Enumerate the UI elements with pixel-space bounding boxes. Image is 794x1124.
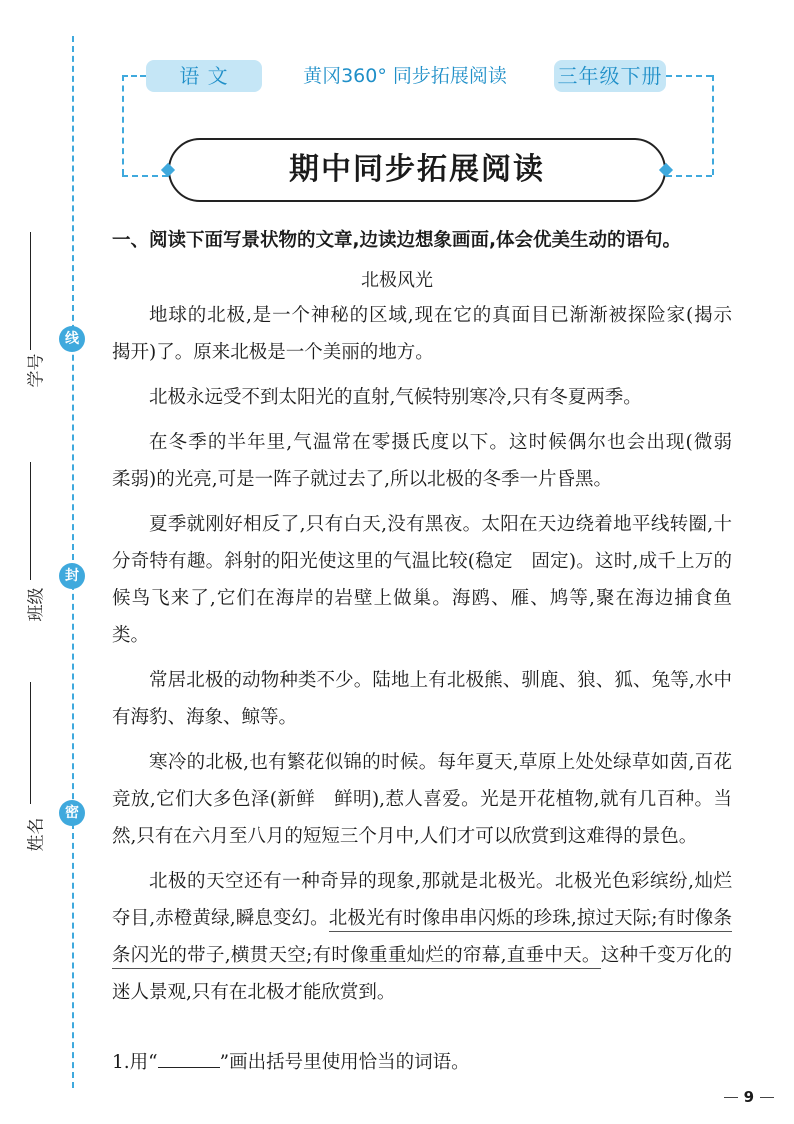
header-dash-left-vertical [122, 75, 124, 175]
name-field [14, 817, 54, 852]
sub-question-1 [112, 1048, 470, 1074]
underlined-sentence: 北极光有时像串串闪烁的珍珠,掠过天际;有时像条条闪光的带子,横贯天空;有时像重重灿烂的帘幕,直垂中天。 [112, 908, 732, 969]
name-label: 姓名 [26, 817, 47, 852]
paragraph-6: 寒冷的北极,也有繁花似锦的时候。每年夏天,草原上处处绿草如茵,百花竞放,它们大多色泽(新鲜 鲜明),惹人喜爱。光是开花植物,就有几百种。当然,只有在六月至八月的短短三个月中,人们才可以欣赏到这难得的景色。 [112, 752, 732, 847]
header-dash-left [122, 75, 146, 77]
paragraph-7-ending: 这种千变万化的迷人景观,只有在北极才能欣赏到。 [112, 945, 732, 1003]
question-heading: 一、阅读下面写景状物的文章,边读边想象画面,体会优美生动的语句。 [112, 230, 682, 251]
paragraph-4: 夏季就刚好相反了,只有白天,没有黑夜。太阳在天边绕着地平线转圈,十分奇特有趣。斜射的阳光使这里的气温比较(稳定 固定)。这时,成千上万的候鸟飞来了,它们在海岸的岩壁上做巢。海鸥、雁、鸠等,聚在海边捕食鱼类。 [112, 514, 732, 646]
page-number-value: 9 [743, 1088, 754, 1106]
sub-question-suffix: ”画出括号里使用恰当的词语。 [219, 1052, 470, 1073]
sub-question-prefix: 1.用“ [112, 1052, 158, 1073]
class-field [14, 587, 54, 622]
page-title: 期中同步拓展阅读 [168, 138, 666, 202]
header-dash-right [666, 75, 712, 77]
page-dash-left [724, 1097, 738, 1098]
name-line[interactable] [30, 682, 31, 804]
binding-mark-xian: 线 [59, 326, 85, 352]
binding-mark-mi: 密 [59, 800, 85, 826]
paragraph-5: 常居北极的动物种类不少。陆地上有北极熊、驯鹿、狼、狐、兔等,水中有海豹、海象、鲸等。 [112, 670, 732, 728]
paragraph-1: 地球的北极,是一个神秘的区域,现在它的真面目已渐渐被探险家(揭示 揭开)了。原来北极是一个美丽的地方。 [112, 305, 751, 363]
class-label: 班级 [26, 587, 47, 622]
page-number [718, 1088, 780, 1106]
grade-badge: 三年级下册 [554, 60, 666, 92]
paragraph-7 [112, 863, 732, 1011]
header-dash-left-bottom [122, 175, 168, 177]
underline-sample [158, 1049, 220, 1068]
header-dash-right-vertical [712, 75, 714, 175]
header-dash-right-bottom [666, 175, 712, 177]
article-title: 北极风光 [361, 270, 433, 291]
student-id-field [14, 353, 54, 388]
class-line[interactable] [30, 462, 31, 580]
binding-mark-feng: 封 [59, 563, 85, 589]
series-name: 黄冈360° 同步拓展阅读 [303, 65, 507, 87]
page-dash-right [760, 1097, 774, 1098]
paragraph-3: 在冬季的半年里,气温常在零摄氏度以下。这时候偶尔也会出现(微弱 柔弱)的光亮,可是一阵子就过去了,所以北极的冬季一片昏黑。 [112, 432, 751, 490]
student-id-label: 学号 [26, 353, 47, 388]
subject-badge: 语 文 [146, 60, 262, 92]
paragraph-2: 北极永远受不到太阳光的直射,气候特别寒冷,只有冬夏两季。 [149, 387, 642, 408]
article-body [112, 297, 751, 1019]
binding-dashed-line [72, 36, 74, 1088]
paragraph-7-intro: 北极的天空还有一种奇异的现象,那就是北极光。北极光色彩缤纷,灿烂夺目,赤橙黄绿,瞬息变幻。 [112, 871, 732, 929]
